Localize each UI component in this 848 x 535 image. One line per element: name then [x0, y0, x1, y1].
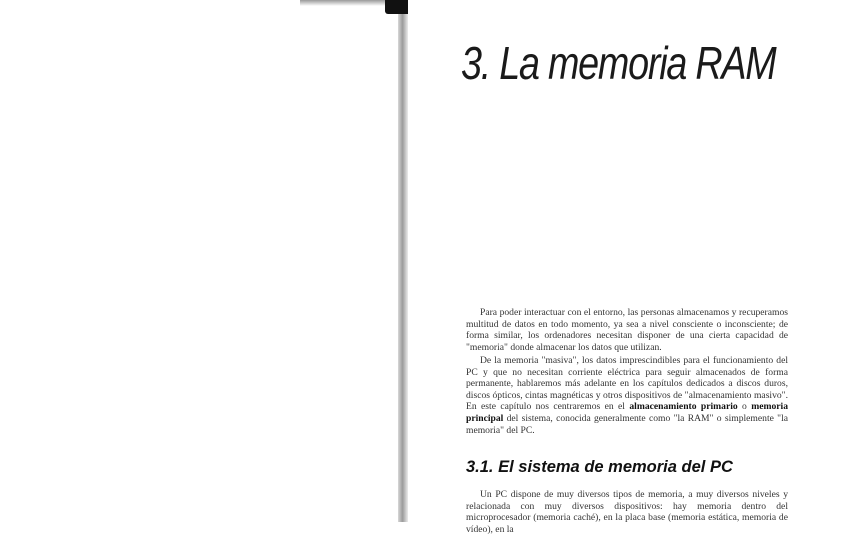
chapter-title: 3. La memoria RAM: [461, 37, 776, 89]
bold-term-main-memory: memoria principal: [466, 401, 789, 424]
left-page: [0, 0, 398, 522]
section-heading: 3.1. El sistema de memoria del PC: [466, 458, 733, 476]
bold-term-primary-storage: almacenamiento primario: [629, 401, 738, 413]
section-paragraph-1: Un PC dispone de muy diversos tipos de memoria, a muy diversos niveles y relacionada con muy diversos dispositivos: hay memoria dentro del microprocesador (memoria caché), en la placa base (memoria estática, memoria de vídeo), en la: [466, 489, 788, 535]
intro-paragraph-2: [466, 355, 788, 436]
intro-paragraph-2-text-d: del sistema, conocida generalmente como "la RAM" o simplemente "la memoria" del PC.: [466, 412, 788, 436]
intro-paragraph-2-text-a: De la memoria "masiva", los datos imprescindibles para el funcionamiento del PC y que no necesitan corriente eléctrica para seguir almacenados de forma permanente, hablaremos más adelante en los capítulos dedicados a discos duros, discos ópticos, cintas magnéticas y otros dispositivos de "almacenamiento masivo". En este capítulo nos centraremos en el: [466, 355, 788, 413]
intro-paragraph-2-text-c: o: [737, 401, 752, 413]
intro-paragraph-1: Para poder interactuar con el entorno, las personas almacenamos y recuperamos multitud de datos en todo momento, ya sea a nivel consciente o inconsciente; de forma similar, los ordenadores necesitan disponer de una cierta capacidad de "memoria" donde almacenar los datos que utilizan.: [466, 307, 788, 353]
book-gutter: [398, 0, 408, 522]
